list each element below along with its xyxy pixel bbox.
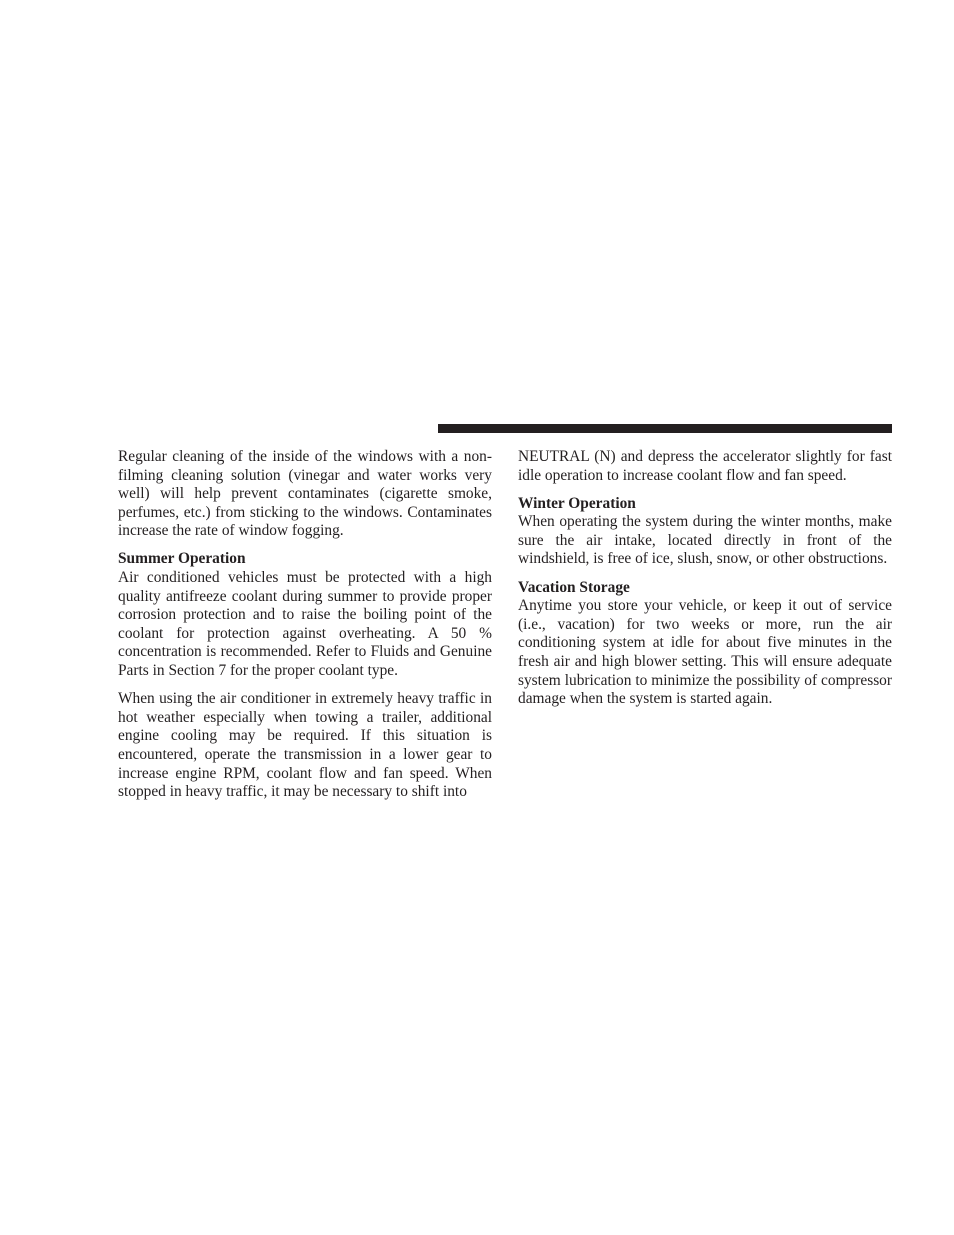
summer-operation-heading: Summer Operation bbox=[118, 550, 246, 568]
left-column bbox=[118, 448, 492, 811]
section-header-rule bbox=[438, 424, 892, 433]
summer-operation-paragraph-2-continued: NEUTRAL (N) and depress the accelerator slightly for fast idle operation to increase coolant flow and fan speed. bbox=[518, 448, 892, 484]
right-column bbox=[518, 448, 892, 718]
winter-operation-heading: Winter Operation bbox=[518, 494, 636, 512]
summer-operation-paragraph-2: When using the air conditioner in extremely heavy traffic in hot weather especially when towing a trailer, additional engine cooling may be required. If this situation is encountered, operate the transmission in a lower gear to increase engine RPM, coolant flow and fan speed. When stopped in heavy traffic, it may be necessary to shift into bbox=[118, 690, 492, 801]
winter-operation-paragraph: When operating the system during the winter months, make sure the air intake, located directly in front of the windshield, is free of ice, slush, snow, or other obstructions. bbox=[518, 513, 892, 568]
vacation-storage-heading: Vacation Storage bbox=[518, 578, 630, 596]
summer-operation-paragraph-1: Air conditioned vehicles must be protected with a high quality antifreeze coolant during summer to provide proper corrosion protection and to raise the boiling point of the coolant for protection against overheating. A 50 % concentration is recommended. Refer to Fluids and Genuine Parts in Section 7 for the proper coolant type. bbox=[118, 569, 492, 680]
intro-paragraph: Regular cleaning of the inside of the windows with a non-filming cleaning solution (vinegar and water works very well) will help prevent contaminates (cigarette smoke, perfumes, etc.) from sticking to the windows. Contaminates increase the rate of window fogging. bbox=[118, 448, 492, 540]
vacation-storage-paragraph: Anytime you store your vehicle, or keep it out of service (i.e., vacation) for two weeks or more, run the air conditioning system at idle for about five minutes in the fresh air and high blower setting. This will ensure adequate system lubrication to minimize the possibility of compressor damage when the system is started again. bbox=[518, 597, 892, 708]
